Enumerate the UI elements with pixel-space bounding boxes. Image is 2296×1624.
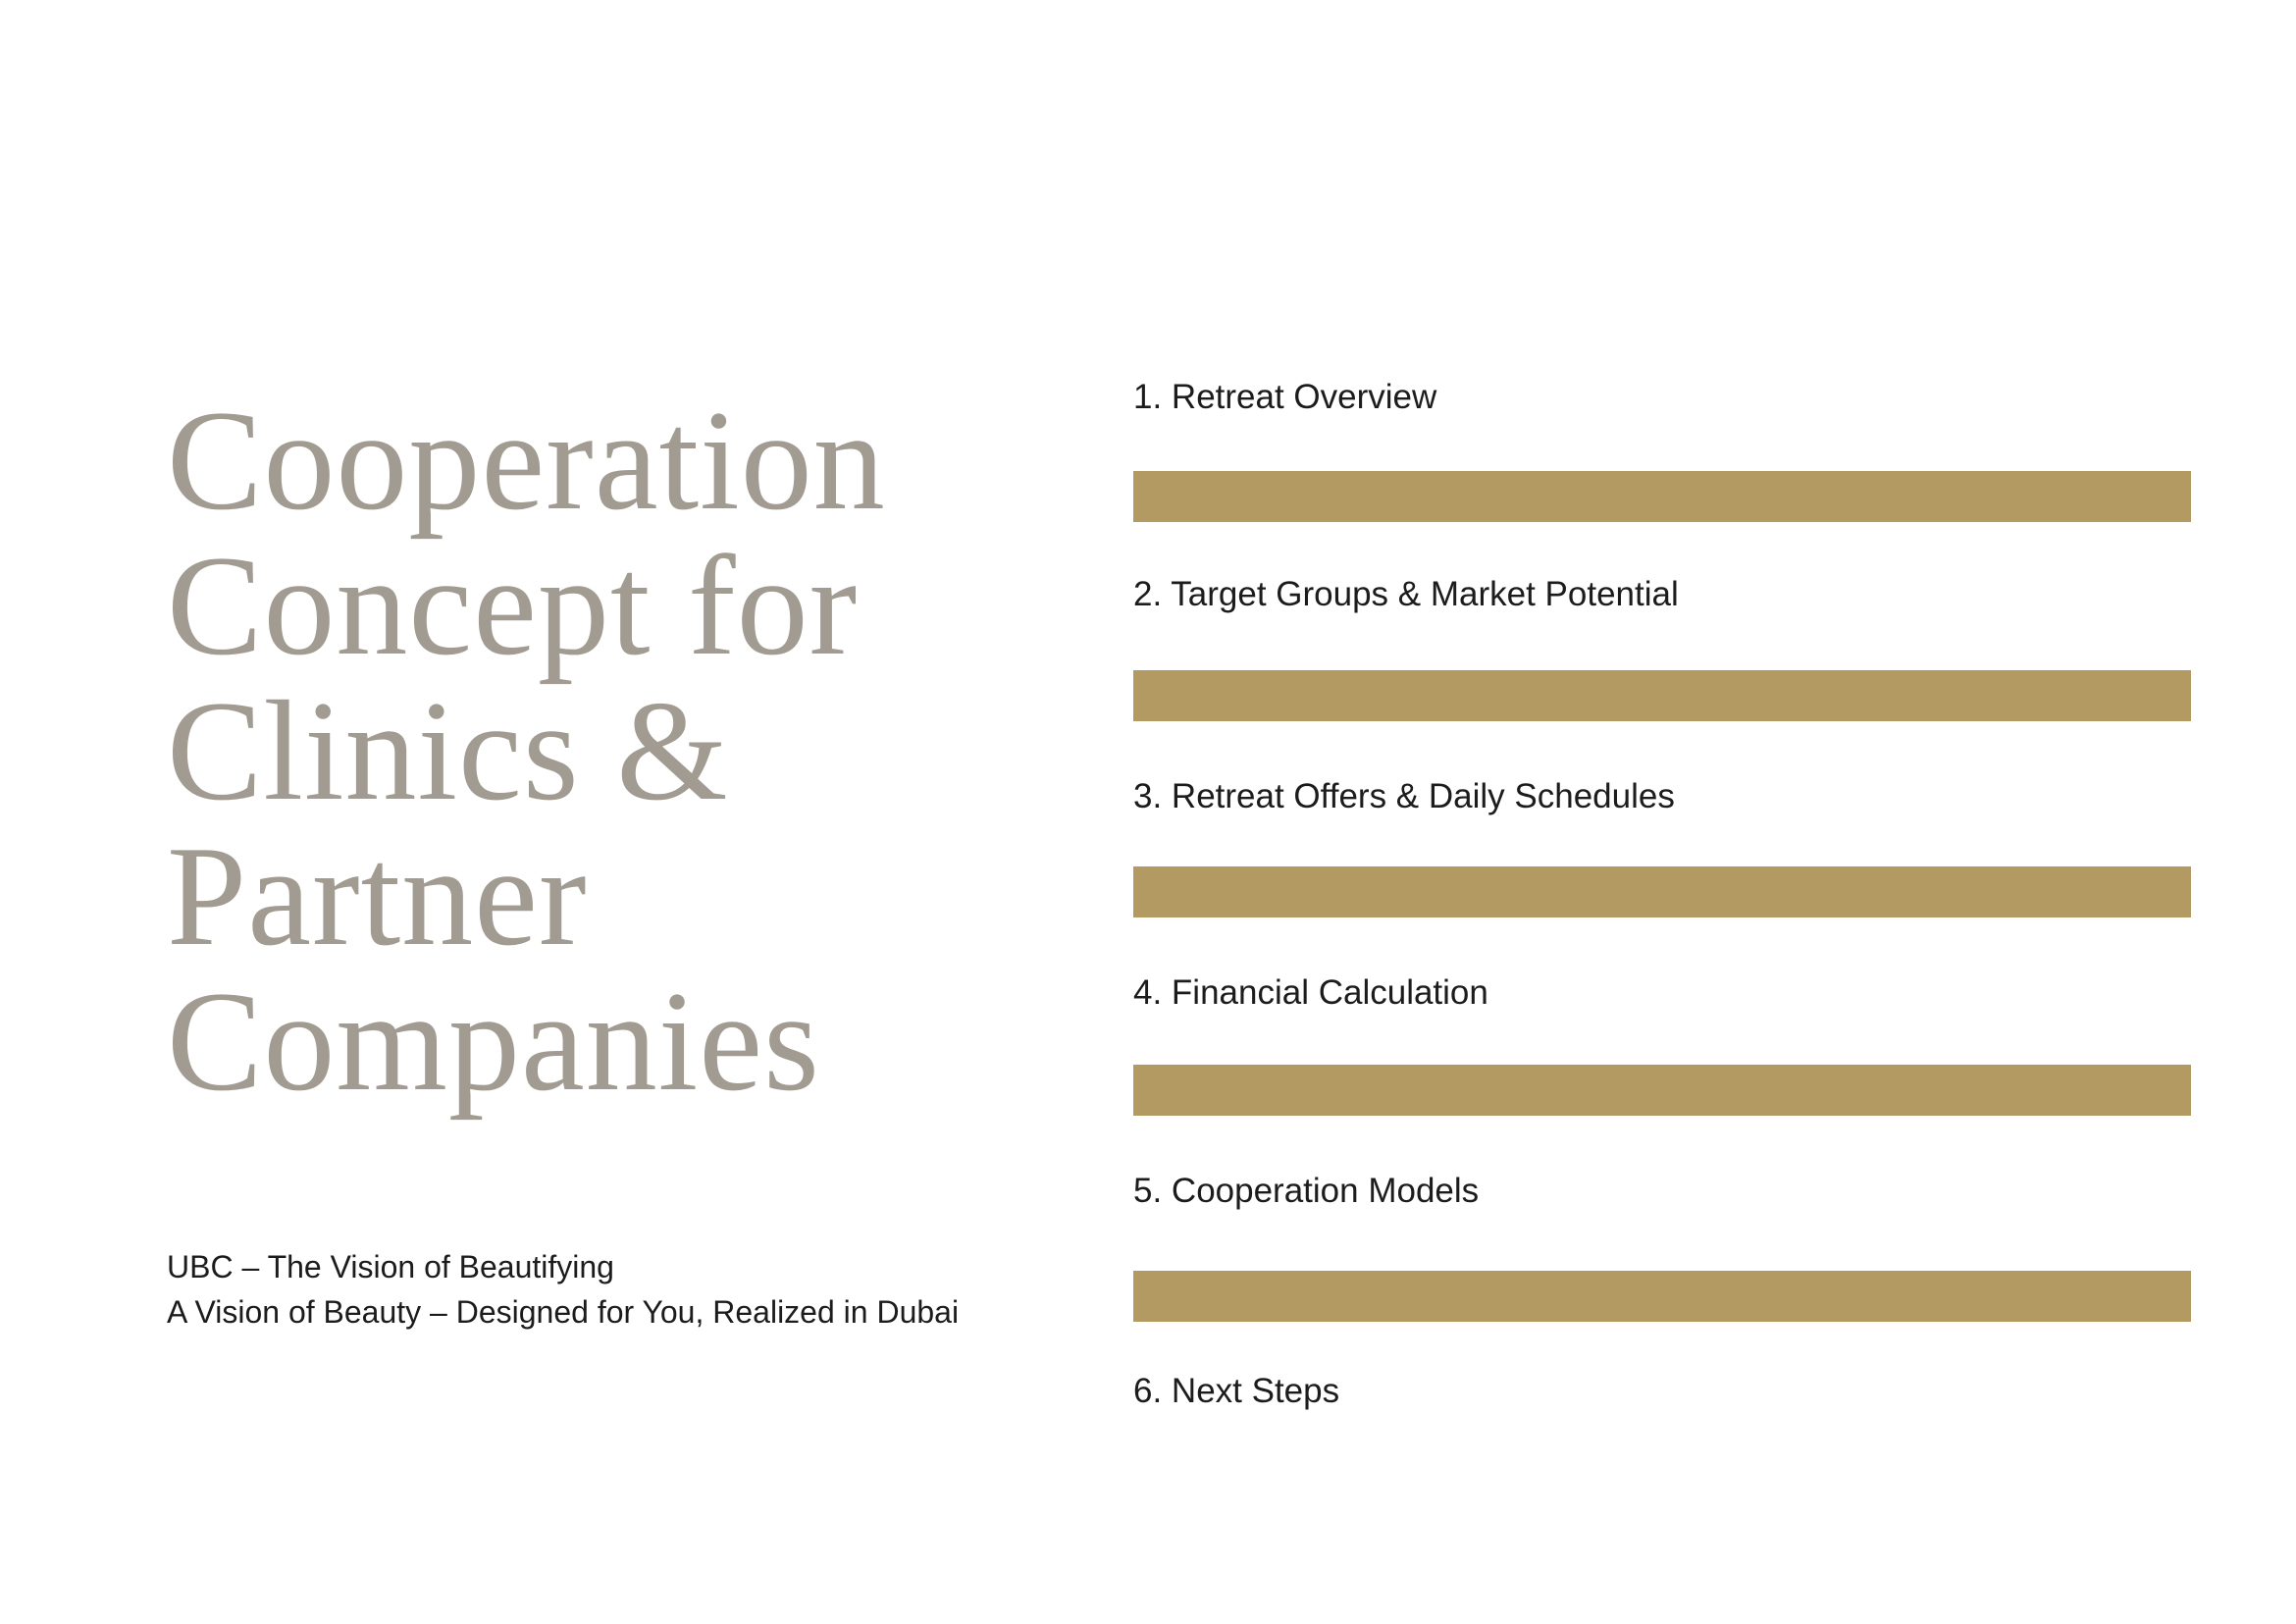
subtitle-line-1: UBC – The Vision of Beautifying [167,1249,614,1284]
title-line-2: Concept for [167,526,859,685]
toc-item-cooperation-models: 5. Cooperation Models [1133,1172,1480,1210]
toc-divider-bar [1133,1065,2191,1116]
title-line-5: Companies [167,962,820,1121]
toc-item-financial-calculation: 4. Financial Calculation [1133,973,1488,1012]
toc-item-next-steps: 6. Next Steps [1133,1372,1340,1410]
toc-item-retreat-overview: 1. Retreat Overview [1133,378,1437,416]
title-line-3: Clinics & [167,671,729,830]
table-of-contents [1133,0,2191,1624]
title-line-1: Cooperation [167,381,886,540]
toc-divider-bar [1133,1271,2191,1322]
subtitle [167,1244,959,1335]
toc-divider-bar [1133,670,2191,721]
subtitle-line-2: A Vision of Beauty – Designed for You, Realized in Dubai [167,1294,960,1330]
toc-item-retreat-offers: 3. Retreat Offers & Daily Schedules [1133,777,1675,815]
document-title [167,381,1050,1121]
toc-item-target-groups: 2. Target Groups & Market Potential [1133,575,1679,613]
toc-divider-bar [1133,471,2191,522]
title-line-4: Partner [167,816,588,975]
toc-divider-bar [1133,866,2191,917]
